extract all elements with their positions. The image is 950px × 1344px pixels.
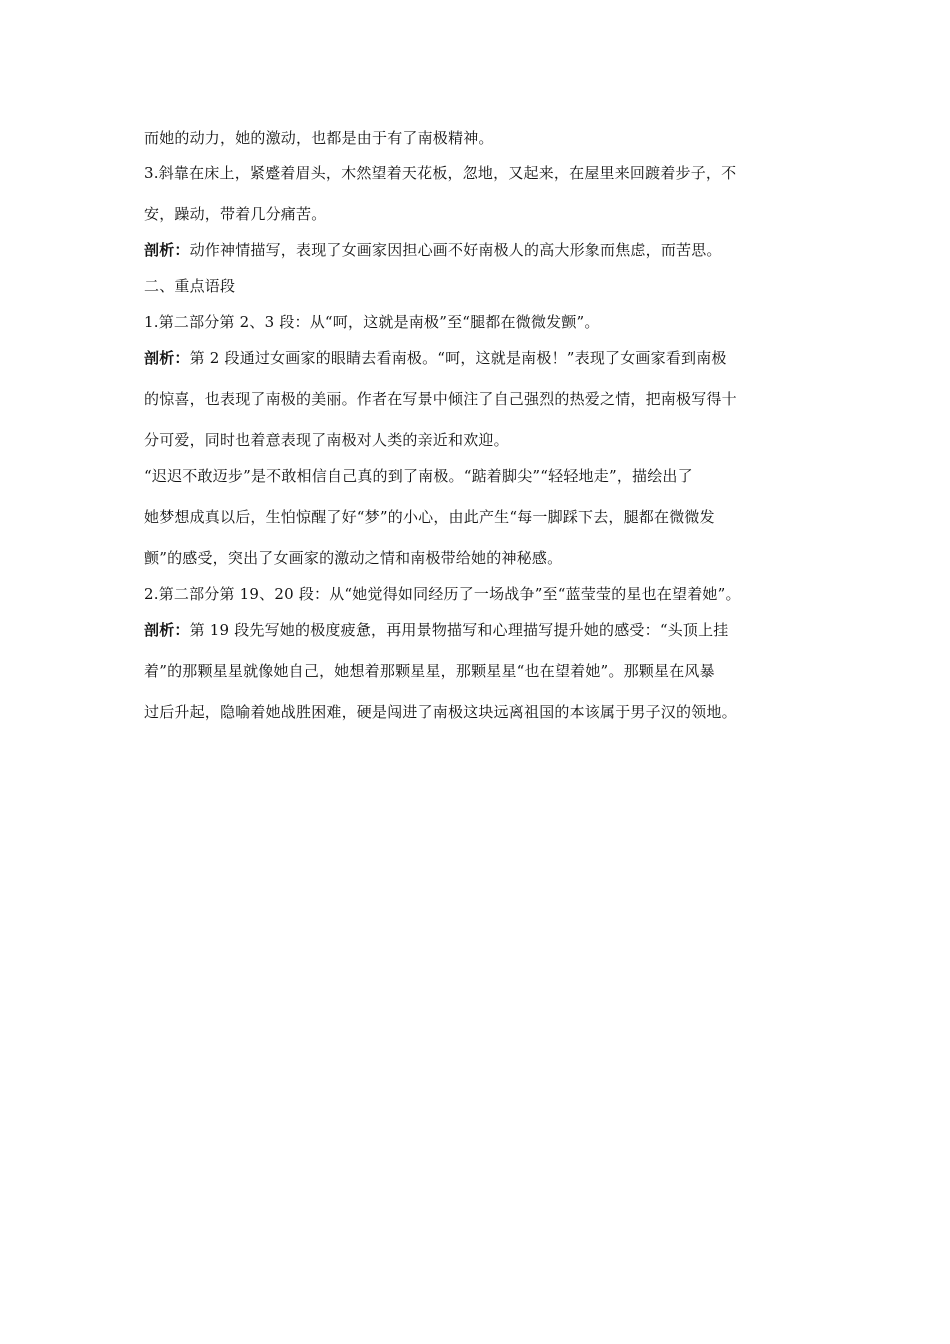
section-heading: [144, 276, 824, 296]
analysis-line: [144, 620, 824, 640]
analysis-label: 剖析：: [144, 241, 190, 259]
line-text: 她梦想成真以后，生怕惊醒了好“梦”的小心，由此产生“每一脚踩下去，腿都在微微发: [144, 508, 715, 526]
text-line: [144, 312, 824, 332]
text-line: [144, 466, 824, 486]
line-text: 第 19 段先写她的极度疲惫，再用景物描写和心理描写提升她的感受：“头顶上挂: [189, 621, 729, 639]
text-line: [144, 548, 824, 568]
text-line: [144, 430, 824, 450]
text-line: [144, 584, 824, 604]
text-line: [144, 389, 824, 409]
line-text: 1.第二部分第 2、3 段：从“呵，这就是南极”至“腿都在微微发颤”。: [144, 313, 600, 331]
line-text: 分可爱，同时也着意表现了南极对人类的亲近和欢迎。: [144, 431, 509, 449]
line-text: 过后升起，隐喻着她战胜困难，硬是闯进了南极这块远离祖国的本该属于男子汉的领地。: [144, 703, 737, 721]
text-line: [144, 661, 824, 681]
line-text: 2.第二部分第 19、20 段：从“她觉得如同经历了一场战争”至“蓝莹莹的星也在望着她”。: [144, 585, 741, 603]
analysis-line: [144, 240, 824, 260]
analysis-label: 剖析：: [144, 349, 190, 367]
line-text: 第 2 段通过女画家的眼睛去看南极。“呵，这就是南极！”表现了女画家看到南极: [189, 349, 727, 367]
line-text: 颤”的感受，突出了女画家的激动之情和南极带给她的神秘感。: [144, 549, 563, 567]
line-text: 二、重点语段: [144, 277, 236, 295]
line-text: 安，躁动，带着几分痛苦。: [144, 205, 327, 223]
line-text: 3.斜靠在床上，紧蹙着眉头，木然望着天花板，忽地，又起来，在屋里来回踱着步子，不: [144, 164, 737, 182]
text-line: [144, 163, 824, 183]
text-line: [144, 204, 824, 224]
text-line: [144, 128, 824, 148]
line-text: 动作神情描写，表现了女画家因担心画不好南极人的高大形象而焦虑，而苦思。: [189, 241, 722, 259]
line-text: “迟迟不敢迈步”是不敢相信自己真的到了南极。“踮着脚尖”“轻轻地走”，描绘出了: [144, 467, 693, 485]
text-line: [144, 507, 824, 527]
text-line: [144, 702, 824, 722]
analysis-line: [144, 348, 824, 368]
analysis-label: 剖析：: [144, 621, 190, 639]
line-text: 着”的那颗星星就像她自己，她想着那颗星星，那颗星星“也在望着她”。那颗星在风暴: [144, 662, 715, 680]
line-text: 的惊喜，也表现了南极的美丽。作者在写景中倾注了自己强烈的热爱之情，把南极写得十: [144, 390, 737, 408]
line-text: 而她的动力，她的激动，也都是由于有了南极精神。: [144, 129, 494, 147]
